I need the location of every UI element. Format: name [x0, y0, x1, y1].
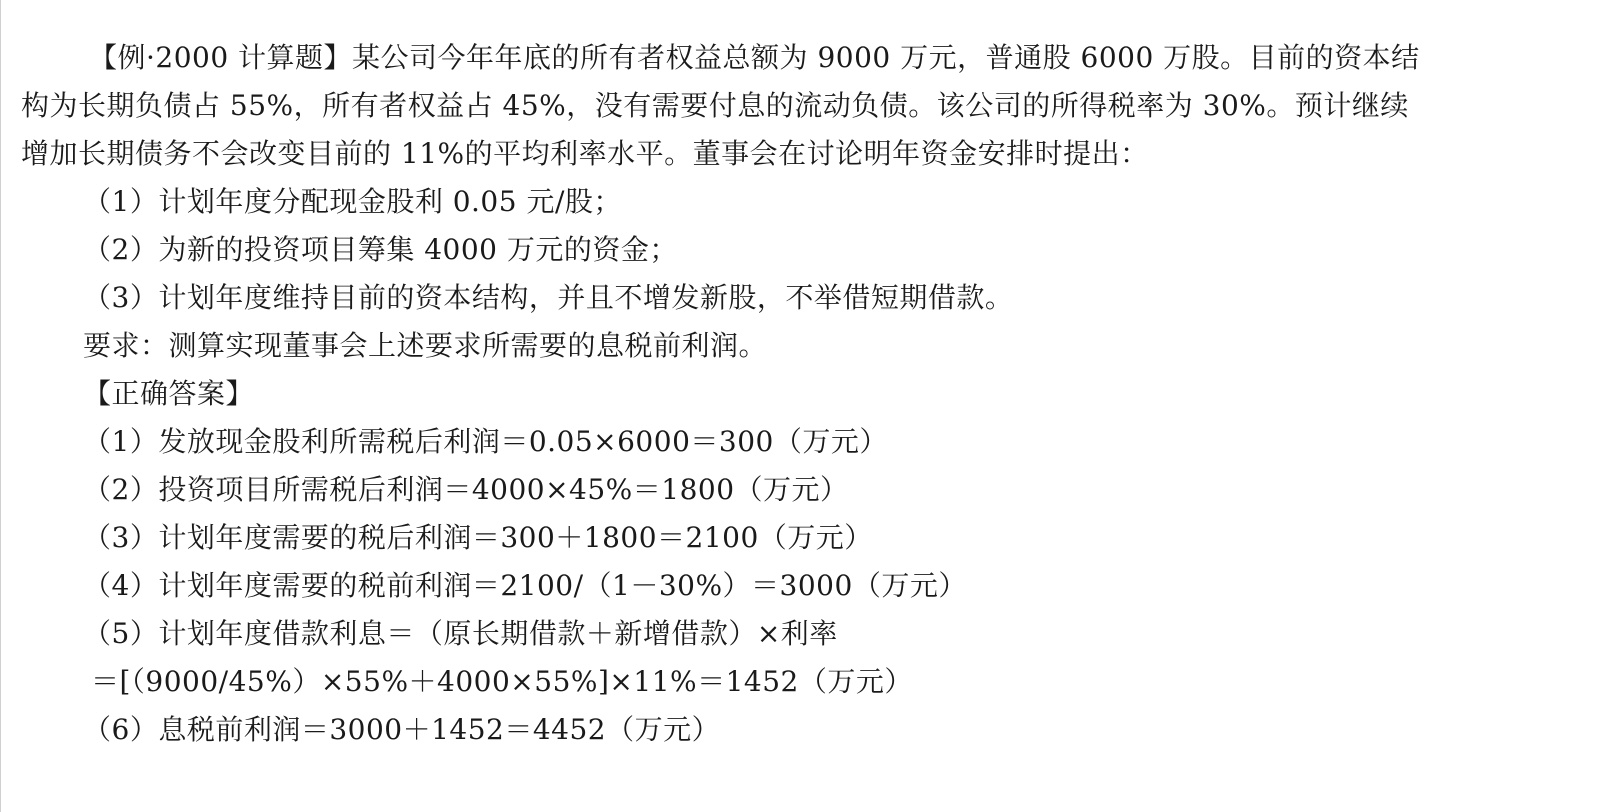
problem-line-3: 增加长期债务不会改变目前的 11%的平均利率水平。董事会在讨论明年资金安排时提出： — [21, 137, 1149, 170]
problem-line-2: 构为长期负债占 55%，所有者权益占 45%，没有需要付息的流动负债。该公司的所得税率为 30%。预计继续 — [21, 89, 1409, 122]
problem-line-1: 【例·2000 计算题】某公司今年年底的所有者权益总额为 9000 万元，普通股 6000 万股。目前的资本结 — [89, 41, 1420, 74]
answer-step-5-continued: ＝[（9000/45%）×55%＋4000×55%]×11%＝1452（万元） — [91, 665, 913, 698]
answer-step-1: （1）发放现金股利所需税后利润＝0.05×6000＝300（万元） — [83, 425, 888, 458]
answer-step-4: （4）计划年度需要的税前利润＝2100/（1－30%）＝3000（万元） — [83, 569, 967, 602]
answer-step-5: （5）计划年度借款利息＝（原长期借款＋新增借款）×利率 — [83, 617, 838, 650]
answer-step-2: （2）投资项目所需税后利润＝4000×45%＝1800（万元） — [83, 473, 849, 506]
requirement-item-3: （3）计划年度维持目前的资本结构，并且不增发新股，不举借短期借款。 — [83, 281, 1014, 314]
task-statement: 要求：测算实现董事会上述要求所需要的息税前利润。 — [83, 329, 768, 362]
requirement-item-2: （2）为新的投资项目筹集 4000 万元的资金； — [83, 233, 678, 266]
requirement-item-1: （1）计划年度分配现金股利 0.05 元/股； — [83, 185, 622, 218]
answer-step-6: （6）息税前利润＝3000＋1452＝4452（万元） — [83, 713, 721, 746]
answer-step-3: （3）计划年度需要的税后利润＝300＋1800＝2100（万元） — [83, 521, 873, 554]
answer-heading: 【正确答案】 — [83, 377, 255, 410]
